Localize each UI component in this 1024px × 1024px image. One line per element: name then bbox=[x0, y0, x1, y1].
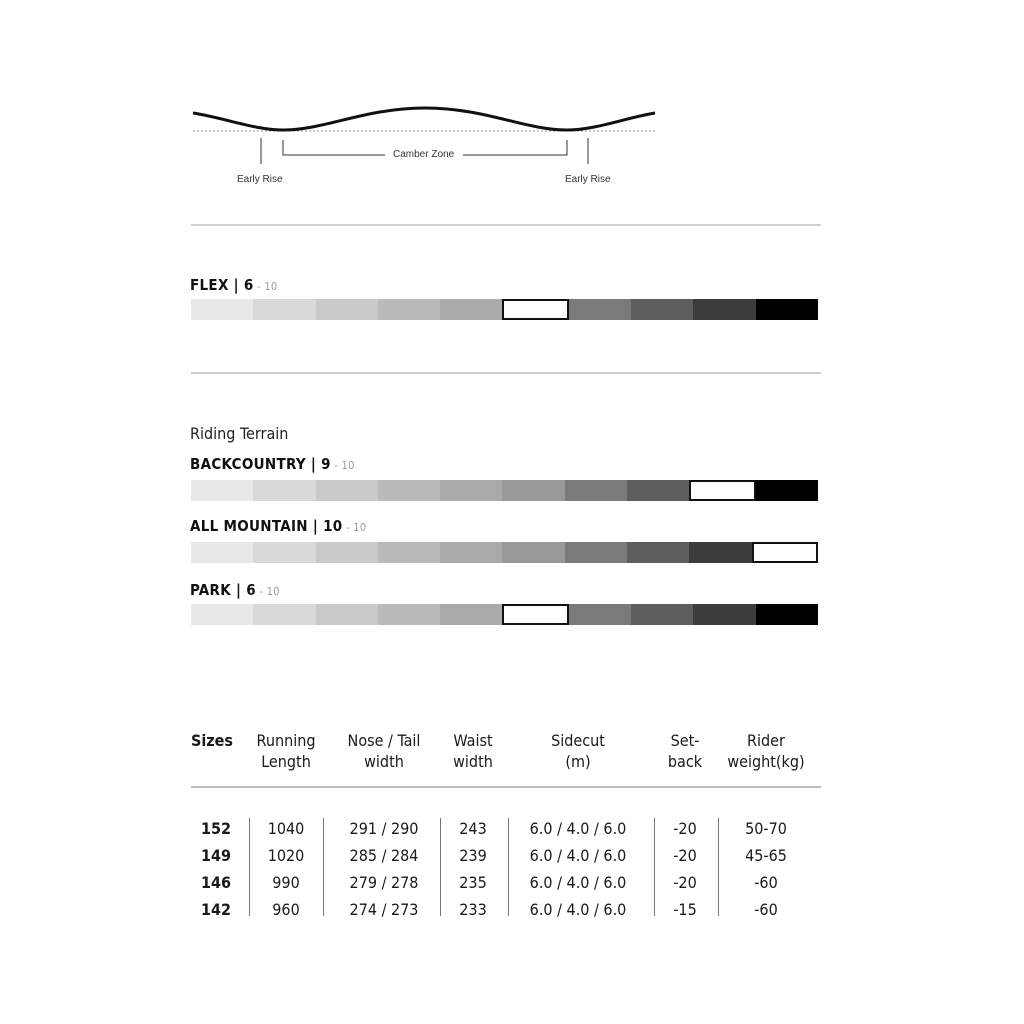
scale-segment bbox=[316, 604, 378, 625]
cell-size: 152 bbox=[200, 819, 232, 838]
scale-segment-selected bbox=[689, 480, 755, 501]
divider-top bbox=[191, 224, 821, 226]
cell-waist-width: 233 bbox=[459, 900, 487, 919]
flex-max: - 10 bbox=[253, 280, 278, 293]
divider-middle bbox=[191, 372, 821, 374]
scale-segment bbox=[502, 480, 564, 501]
cell-running-length: 1020 bbox=[267, 846, 305, 865]
scale-segment bbox=[378, 480, 440, 501]
scale-segment bbox=[756, 299, 818, 320]
scale-segment bbox=[693, 299, 755, 320]
cell-waist-width: 243 bbox=[459, 819, 487, 838]
cell-nose-tail-width: 274 / 273 bbox=[349, 900, 419, 919]
table-header-rule bbox=[191, 786, 821, 788]
backcountry-scale bbox=[191, 480, 818, 501]
scale-segment bbox=[502, 542, 564, 563]
cell-setback: -20 bbox=[673, 819, 697, 838]
scale-segment bbox=[565, 480, 627, 501]
scale-segment-selected bbox=[502, 299, 568, 320]
cell-setback: -20 bbox=[673, 846, 697, 865]
cell-nose-tail-width: 291 / 290 bbox=[349, 819, 419, 838]
scale-segment bbox=[191, 542, 253, 563]
scale-segment bbox=[440, 480, 502, 501]
all-mountain-title-text: ALL MOUNTAIN | 10 bbox=[190, 517, 343, 535]
scale-segment bbox=[378, 542, 440, 563]
flex-title-text: FLEX | 6 bbox=[190, 276, 254, 294]
cell-waist-width: 239 bbox=[459, 846, 487, 865]
cell-sidecut: 6.0 / 4.0 / 6.0 bbox=[529, 819, 627, 838]
scale-segment bbox=[253, 299, 315, 320]
cell-size: 149 bbox=[200, 846, 232, 865]
cell-size: 142 bbox=[200, 900, 232, 919]
scale-segment bbox=[631, 604, 693, 625]
scale-segment bbox=[689, 542, 751, 563]
cell-nose-tail-width: 285 / 284 bbox=[349, 846, 419, 865]
cell-setback: -15 bbox=[673, 900, 697, 919]
right-early-rise-label: Early Rise bbox=[565, 174, 611, 185]
column-separator bbox=[440, 818, 441, 916]
header-setback: Set- back bbox=[667, 731, 703, 771]
scale-segment bbox=[565, 542, 627, 563]
park-max: - 10 bbox=[255, 585, 280, 598]
header-waist-width: Waist width bbox=[453, 731, 493, 771]
all-mountain-scale bbox=[191, 542, 818, 563]
scale-segment bbox=[440, 604, 502, 625]
cell-size: 146 bbox=[200, 873, 232, 892]
left-early-rise-label: Early Rise bbox=[237, 174, 283, 185]
header-running-length: Running Length bbox=[256, 731, 316, 771]
scale-segment bbox=[693, 604, 755, 625]
scale-segment bbox=[378, 604, 440, 625]
camber-zone-label: Camber Zone bbox=[393, 149, 455, 160]
cell-running-length: 990 bbox=[272, 873, 300, 892]
cell-sidecut: 6.0 / 4.0 / 6.0 bbox=[529, 900, 627, 919]
flex-title bbox=[190, 276, 278, 294]
scale-segment bbox=[316, 480, 378, 501]
all-mountain-max: - 10 bbox=[342, 521, 367, 534]
cell-rider-weight: -60 bbox=[754, 873, 778, 892]
park-title bbox=[190, 581, 280, 599]
scale-segment bbox=[440, 542, 502, 563]
scale-segment bbox=[440, 299, 502, 320]
scale-segment bbox=[253, 542, 315, 563]
scale-segment bbox=[569, 604, 631, 625]
park-scale bbox=[191, 604, 818, 625]
scale-segment bbox=[378, 299, 440, 320]
scale-segment bbox=[253, 480, 315, 501]
header-rider-weight: Rider weight(kg) bbox=[727, 731, 805, 771]
scale-segment bbox=[627, 480, 689, 501]
scale-segment bbox=[631, 299, 693, 320]
cell-running-length: 1040 bbox=[267, 819, 305, 838]
header-sizes: Sizes bbox=[190, 731, 233, 750]
cell-rider-weight: 50-70 bbox=[745, 819, 787, 838]
cell-waist-width: 235 bbox=[459, 873, 487, 892]
column-separator bbox=[654, 818, 655, 916]
scale-segment bbox=[191, 604, 253, 625]
scale-segment bbox=[253, 604, 315, 625]
backcountry-title bbox=[190, 455, 355, 473]
cell-sidecut: 6.0 / 4.0 / 6.0 bbox=[529, 873, 627, 892]
header-sidecut: Sidecut (m) bbox=[551, 731, 605, 771]
column-separator bbox=[508, 818, 509, 916]
scale-segment bbox=[627, 542, 689, 563]
scale-segment bbox=[569, 299, 631, 320]
scale-segment bbox=[756, 604, 818, 625]
scale-segment bbox=[191, 299, 253, 320]
cell-setback: -20 bbox=[673, 873, 697, 892]
scale-segment-selected bbox=[502, 604, 568, 625]
scale-segment bbox=[316, 299, 378, 320]
scale-segment bbox=[756, 480, 818, 501]
camber-bracket-right bbox=[463, 140, 567, 155]
cell-rider-weight: -60 bbox=[754, 900, 778, 919]
park-title-text: PARK | 6 bbox=[190, 581, 256, 599]
header-nose-tail-width: Nose / Tail width bbox=[347, 731, 421, 771]
cell-rider-weight: 45-65 bbox=[745, 846, 787, 865]
scale-segment-selected bbox=[752, 542, 818, 563]
cell-running-length: 960 bbox=[272, 900, 300, 919]
cell-nose-tail-width: 279 / 278 bbox=[349, 873, 419, 892]
board-profile-curve bbox=[193, 108, 655, 130]
cell-sidecut: 6.0 / 4.0 / 6.0 bbox=[529, 846, 627, 865]
all-mountain-title bbox=[190, 517, 366, 535]
scale-segment bbox=[316, 542, 378, 563]
scale-segment bbox=[191, 480, 253, 501]
backcountry-title-text: BACKCOUNTRY | 9 bbox=[190, 455, 331, 473]
backcountry-max: - 10 bbox=[330, 459, 355, 472]
riding-terrain-heading: Riding Terrain bbox=[190, 424, 289, 443]
flex-scale bbox=[191, 299, 818, 320]
camber-bracket-left bbox=[283, 140, 385, 155]
